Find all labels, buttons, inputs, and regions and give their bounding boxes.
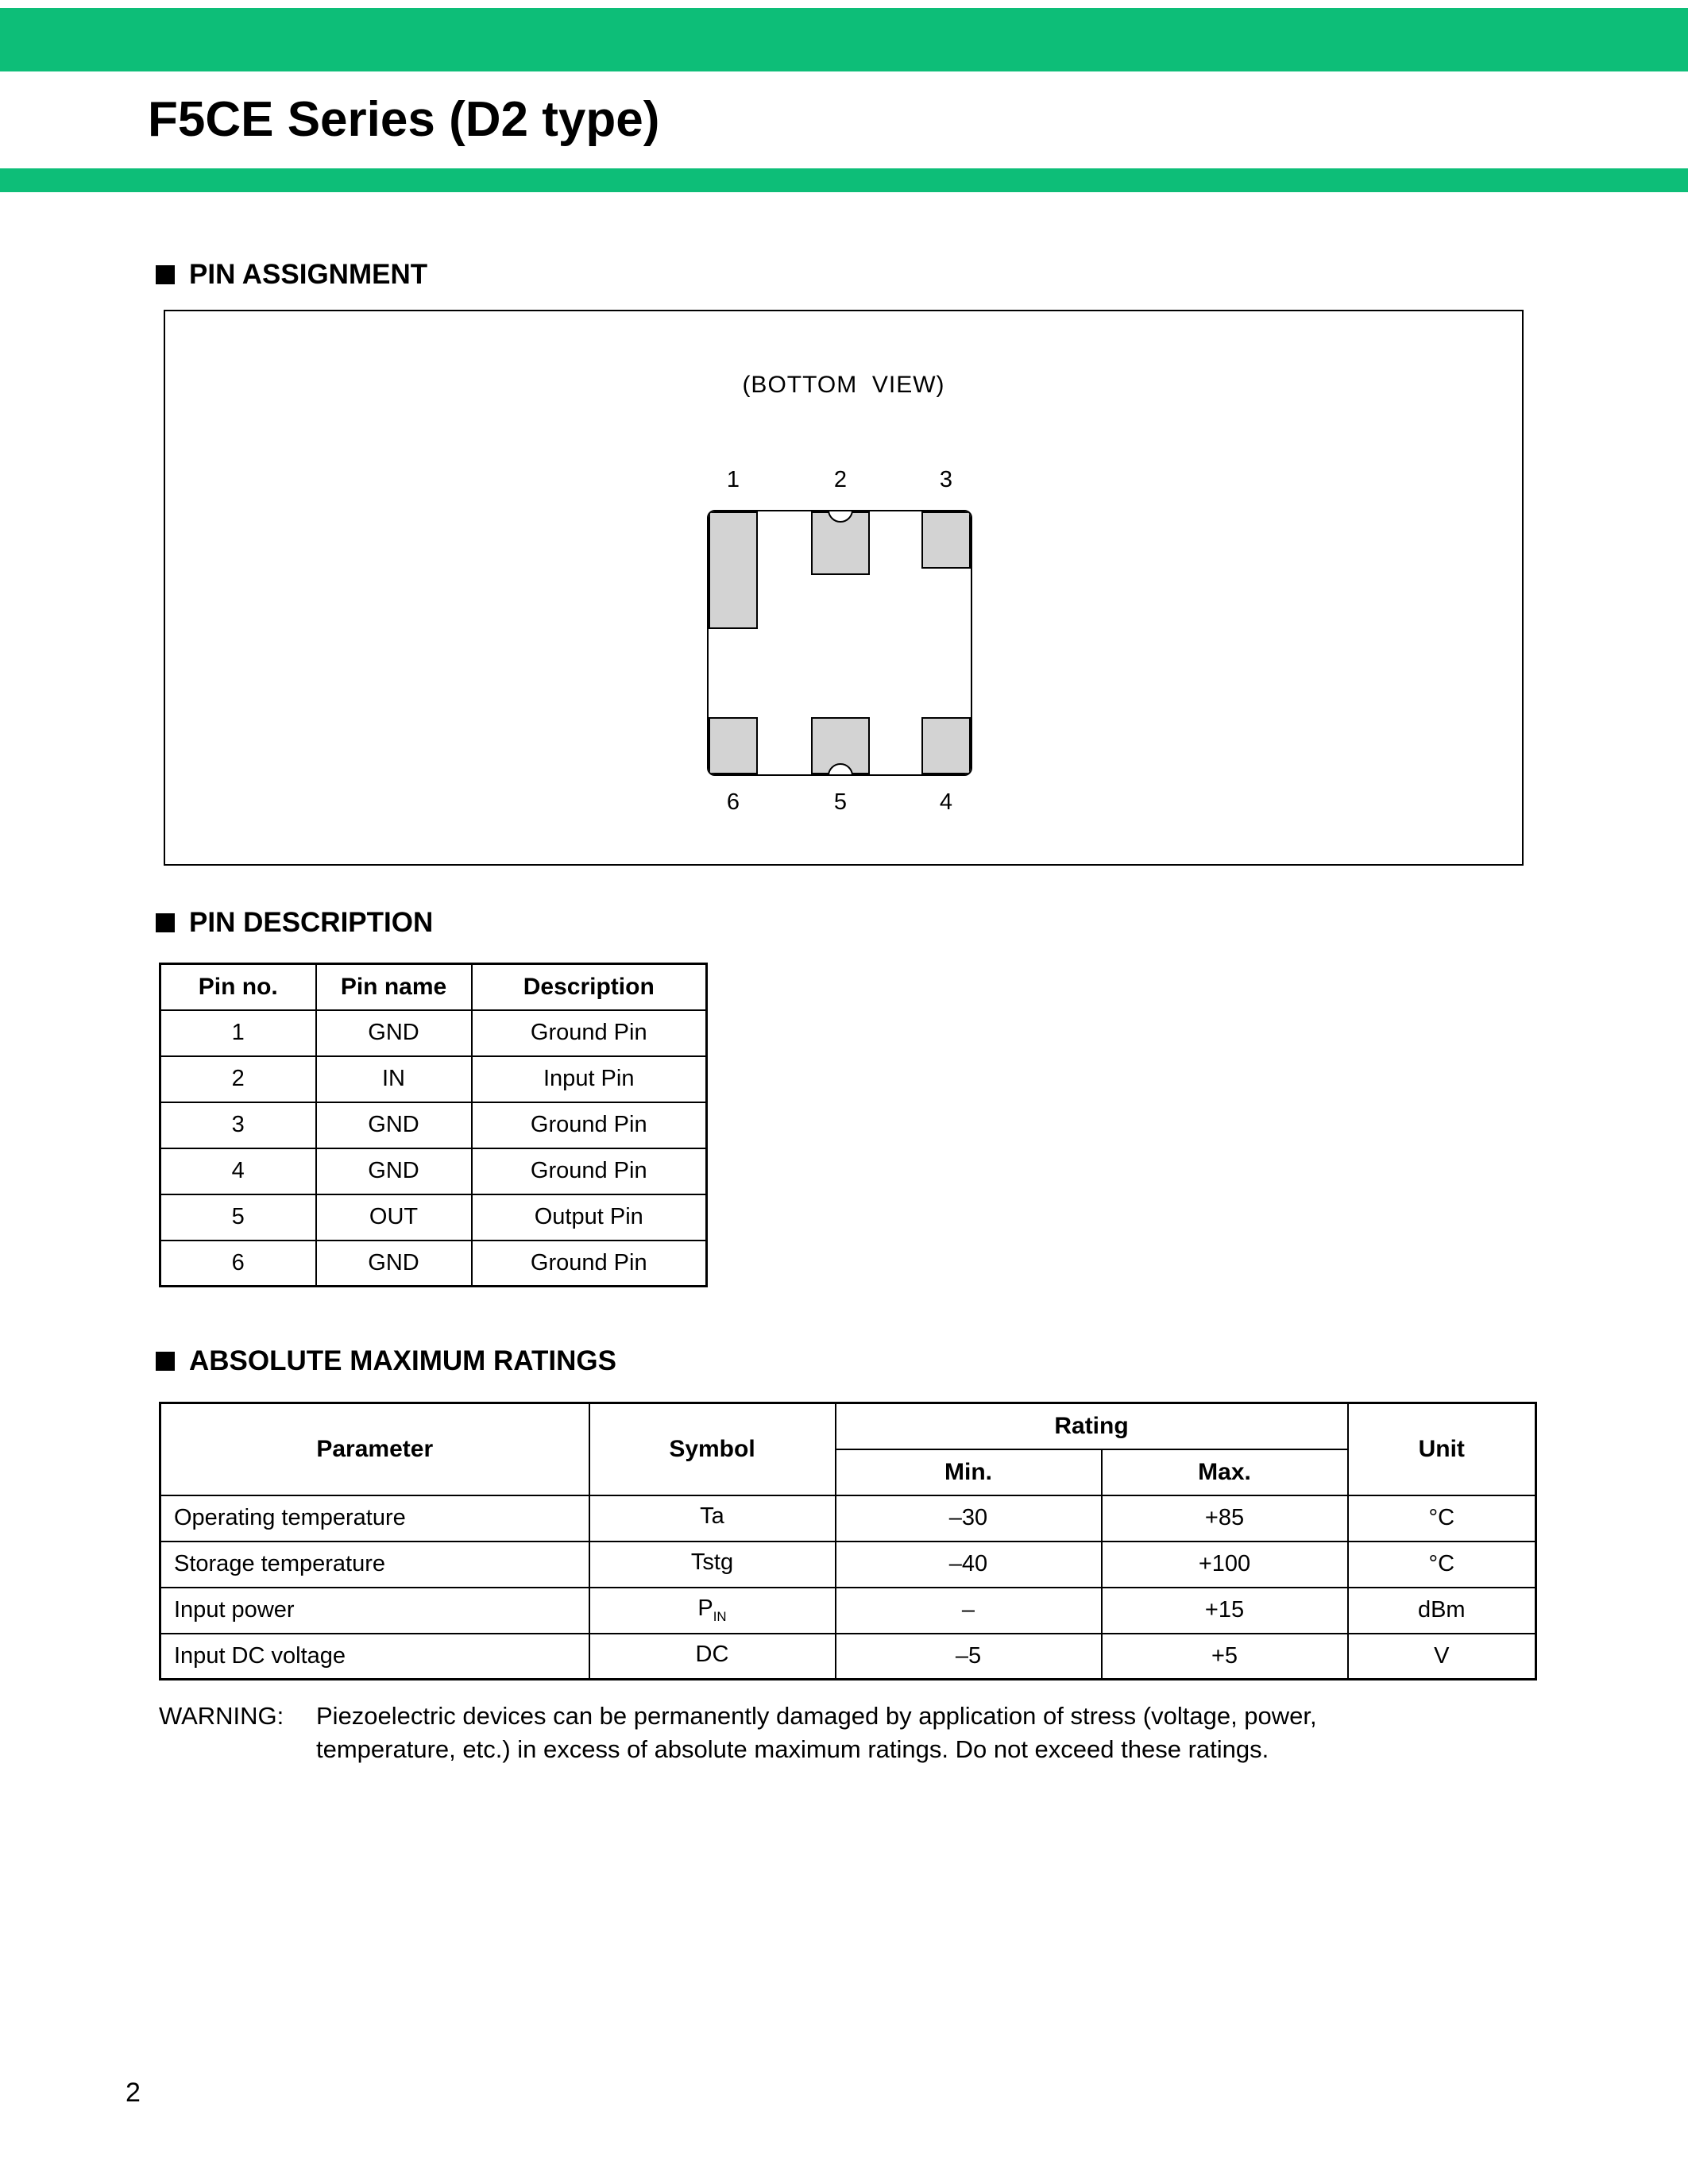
pin-description-table [159,963,708,1287]
pad-pin-4 [921,717,971,774]
warning-note [159,1700,1493,1766]
table-row [160,1056,707,1102]
pin-name-cell: GND [316,1148,472,1194]
square-bullet-icon [156,265,175,284]
square-bullet-icon [156,1352,175,1371]
pin-name-cell: GND [316,1241,472,1287]
unit-cell: °C [1348,1495,1536,1542]
absolute-maximum-ratings-table [159,1402,1537,1680]
max-cell: +100 [1102,1542,1348,1588]
symbol-cell [589,1542,836,1588]
pin-number-3: 3 [939,467,953,492]
unit-cell: °C [1348,1542,1536,1588]
warning-text [316,1700,1317,1766]
table-row [160,1148,707,1194]
pin-name-cell: GND [316,1010,472,1056]
pin-number-1: 1 [726,467,740,492]
pin-no-cell: 6 [160,1241,316,1287]
unit-cell: dBm [1348,1588,1536,1634]
description-cell: Ground Pin [472,1010,707,1056]
table-row [160,1542,1536,1588]
symbol-text: Ta [700,1503,724,1530]
pin-name-cell: GND [316,1102,472,1148]
page-title: F5CE Series (D2 type) [148,92,660,147]
parameter-cell: Input power [160,1588,589,1634]
warning-label: WARNING: [159,1702,284,1730]
pin-name-header: Pin name [316,964,472,1010]
pin-no-cell: 2 [160,1056,316,1102]
page-number: 2 [126,2078,141,2108]
max-cell: +5 [1102,1634,1348,1680]
symbol-text: Tstg [690,1549,734,1576]
unit-cell: V [1348,1634,1536,1680]
table-row [160,1102,707,1148]
table-header-row [160,964,707,1010]
min-cell: – [836,1588,1102,1634]
pin-no-header: Pin no. [160,964,316,1010]
description-cell: Ground Pin [472,1102,707,1148]
symbol-cell [589,1495,836,1542]
table-row [160,1241,707,1287]
symbol-text: DC [695,1641,729,1667]
pad-pin-6 [709,717,758,774]
pin-description-heading-text: PIN DESCRIPTION [189,907,434,938]
pin-no-cell: 4 [160,1148,316,1194]
bottom-view-label: (BOTTOM VIEW) [742,372,945,398]
pin-number-4: 4 [939,789,953,815]
pin-assignment-heading-text: PIN ASSIGNMENT [189,259,428,290]
max-header: Max. [1102,1449,1348,1495]
title-underline-bar [0,168,1688,192]
min-cell: –40 [836,1542,1102,1588]
min-cell: –30 [836,1495,1102,1542]
absolute-maximum-ratings-heading [156,1345,616,1377]
pin-description-heading [156,907,433,939]
pin-no-cell: 1 [160,1010,316,1056]
parameter-cell: Operating temperature [160,1495,589,1542]
description-cell: Input Pin [472,1056,707,1102]
pad-pin-3 [921,511,971,569]
max-cell: +15 [1102,1588,1348,1634]
min-header: Min. [836,1449,1102,1495]
pin-assignment-heading [156,259,427,291]
table-row [160,1495,1536,1542]
top-green-bar [0,8,1688,71]
max-cell: +85 [1102,1495,1348,1542]
symbol-header: Symbol [589,1403,836,1495]
pin-assignment-diagram [164,310,1524,866]
pin-name-cell: OUT [316,1194,472,1241]
warning-text-line-2: temperature, etc.) in excess of absolute maximum ratings. Do not exceed these ratings. [316,1735,1269,1763]
table-row [160,1588,1536,1634]
parameter-cell: Input DC voltage [160,1634,589,1680]
pin-number-6: 6 [726,789,740,815]
symbol-subscript: IN [713,1608,727,1624]
package-outline [707,510,972,776]
pin-no-cell: 3 [160,1102,316,1148]
absolute-maximum-ratings-heading-text: ABSOLUTE MAXIMUM RATINGS [189,1345,616,1376]
symbol-cell [589,1634,836,1680]
description-header: Description [472,964,707,1010]
pin-number-2: 2 [833,467,848,492]
symbol-text: P [697,1596,713,1622]
pin-name-cell: IN [316,1056,472,1102]
parameter-header: Parameter [160,1403,589,1495]
parameter-cell: Storage temperature [160,1542,589,1588]
description-cell: Ground Pin [472,1148,707,1194]
pin-no-cell: 5 [160,1194,316,1241]
table-row [160,1634,1536,1680]
symbol-cell [589,1588,836,1634]
unit-header: Unit [1348,1403,1536,1495]
description-cell: Ground Pin [472,1241,707,1287]
warning-text-line-1: Piezoelectric devices can be permanently damaged by application of stress (voltage, power, [316,1702,1317,1730]
description-cell: Output Pin [472,1194,707,1241]
pad-pin-1 [709,511,758,629]
table-header-row [160,1403,1536,1449]
square-bullet-icon [156,913,175,932]
min-cell: –5 [836,1634,1102,1680]
rating-header: Rating [836,1403,1348,1449]
table-row [160,1194,707,1241]
table-row [160,1010,707,1056]
pin-number-5: 5 [833,789,848,815]
